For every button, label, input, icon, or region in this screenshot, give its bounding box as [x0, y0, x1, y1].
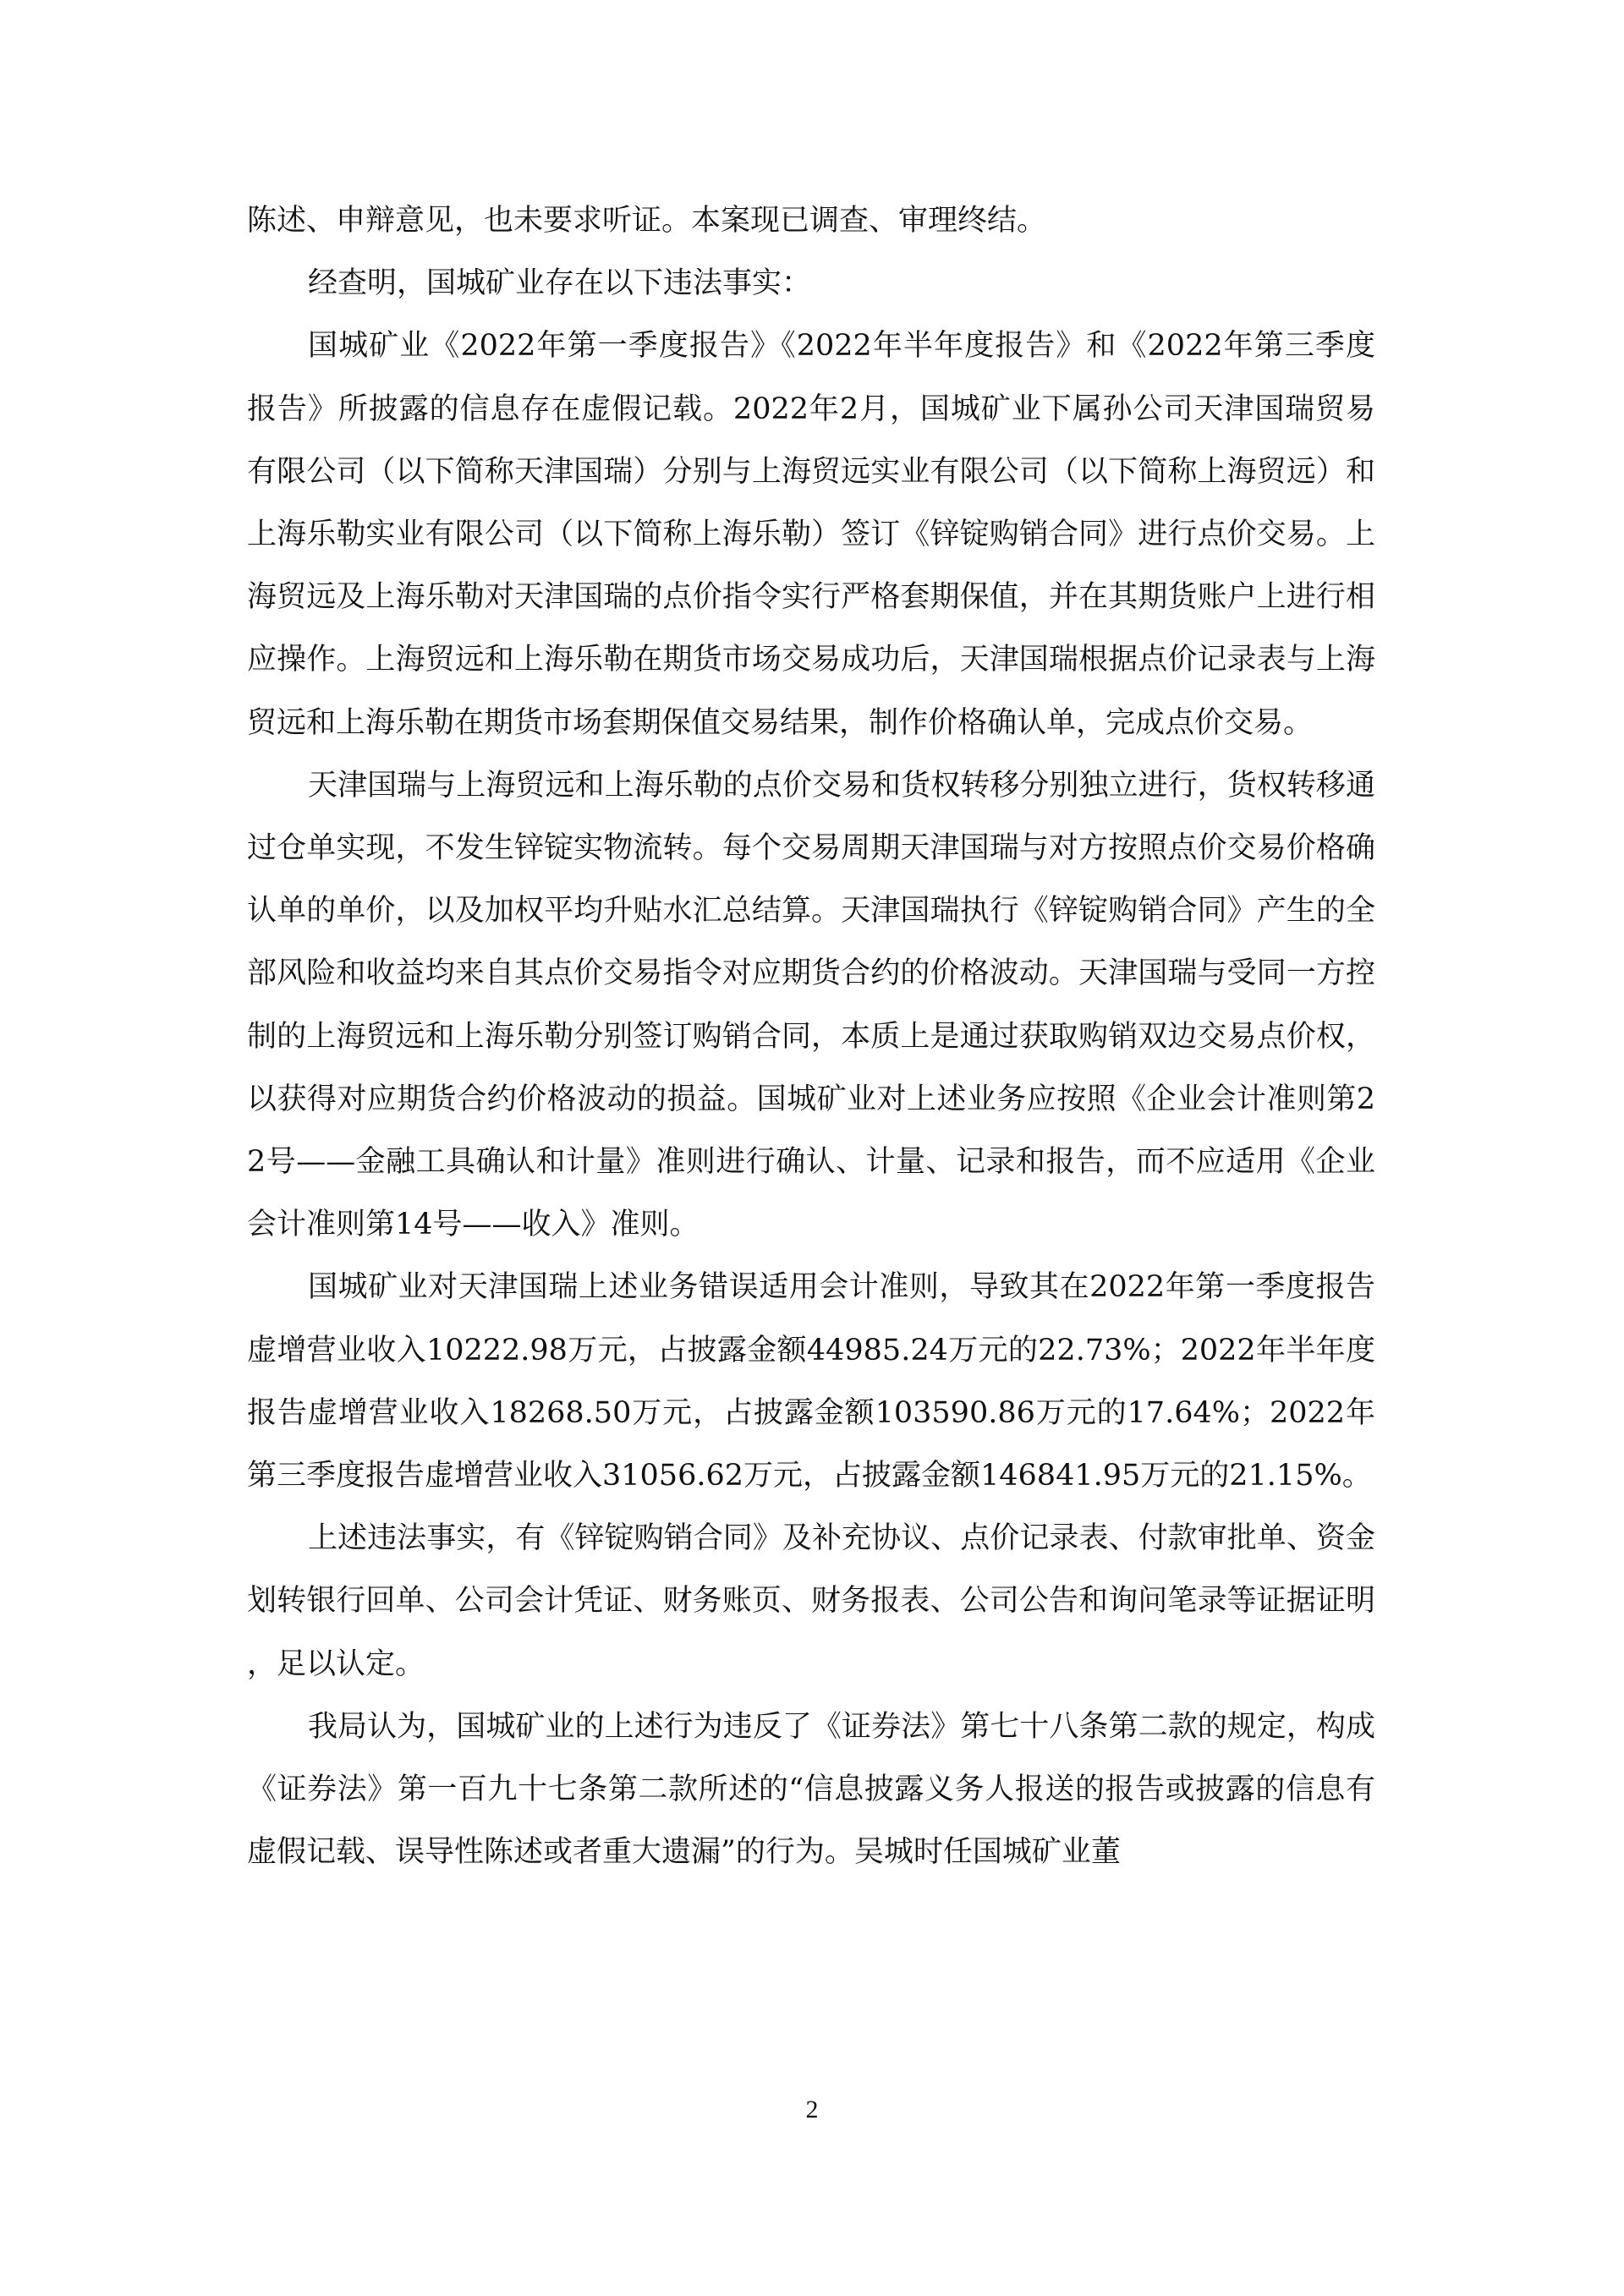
page-number: 2 [805, 2096, 819, 2123]
paragraph-findings-intro: 经查明，国城矿业存在以下违法事实： [308, 266, 812, 301]
paragraph-legal-conclusion: 我局认为，国城矿业的上述行为违反了《证券法》第七十八条第二款的规定，构成《证券法》第一百九十七条第二款所述的“信息披露义务人报送的报告或披露的信息有虚假记载、误导性陈述或者重大遗漏”的行为。吴城时任国城矿业董 [247, 1709, 1375, 1870]
document-body [247, 189, 1375, 1883]
paragraph-false-records: 国城矿业《2022年第一季度报告》《2022年半年度报告》和《2022年第三季度报告》所披露的信息存在虚假记载。2022年2月，国城矿业下属孙公司天津国瑞贸易有限公司（以下简称天津国瑞）分别与上海贸远实业有限公司（以下简称上海贸远）和上海乐勒实业有限公司（以下简称上海乐勒）签订《锌锭购销合同》进行点价交易。上海贸远及上海乐勒对天津国瑞的点价指令实行严格套期保值，并在其期货账户上进行相应操作。上海贸远和上海乐勒在期货市场交易成功后，天津国瑞根据点价记录表与上海贸远和上海乐勒在期货市场套期保值交易结果，制作价格确认单，完成点价交易。 [247, 329, 1375, 740]
paragraph-evidence: 上述违法事实，有《锌锭购销合同》及补充协议、点价记录表、付款审批单、资金划转银行回单、公司会计凭证、财务账页、财务报表、公司公告和询问笔录等证据证明，足以认定。 [247, 1521, 1375, 1681]
paragraph-inflated-revenue: 国城矿业对天津国瑞上述业务错误适用会计准则，导致其在2022年第一季度报告虚增营业收入10222.98万元，占披露金额44985.24万元的22.73%；2022年半年度报告虚增营业收入18268.50万元，占披露金额103590.86万元的17.64%；2022年第三季度报告虚增营业收入31056.62万元，占披露金额146841.95万元的21.15%。 [247, 1270, 1375, 1493]
paragraph-transaction-nature: 天津国瑞与上海贸远和上海乐勒的点价交易和货权转移分别独立进行，货权转移通过仓单实现，不发生锌锭实物流转。每个交易周期天津国瑞与对方按照点价交易价格确认单的单价，以及加权平均升贴水汇总结算。天津国瑞执行《锌锭购销合同》产生的全部风险和收益均来自其点价交易指令对应期货合约的价格波动。天津国瑞与受同一方控制的上海贸远和上海乐勒分别签订购销合同，本质上是通过获取购销双边交易点价权，以获得对应期货合约价格波动的损益。国城矿业对上述业务应按照《企业会计准则第22号——金融工具确认和计量》准则进行确认、计量、记录和报告，而不应适用《企业会计准则第14号——收入》准则。 [247, 768, 1375, 1242]
paragraph-hearing-status: 陈述、申辩意见，也未要求听证。本案现已调查、审理终结。 [247, 204, 1047, 238]
